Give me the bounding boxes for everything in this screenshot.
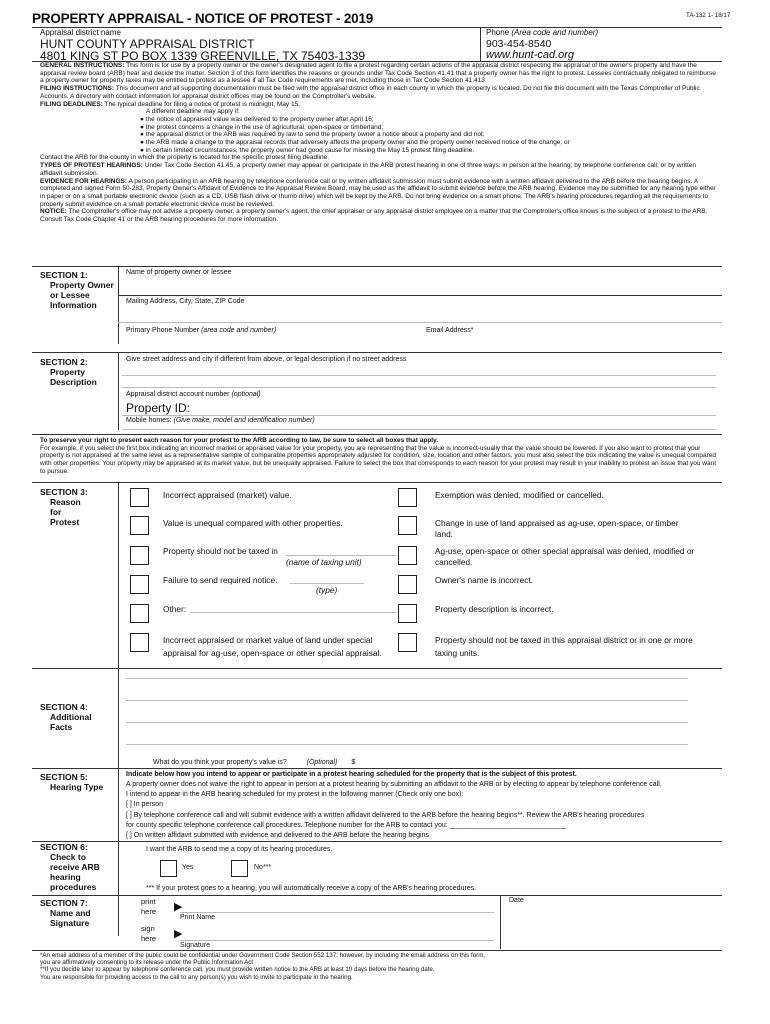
owner-name-label: Name of property owner or lessee <box>126 269 232 276</box>
deadline-bullet-text: the ARB made a change to the appraisal records that adversely affects the property owner and the property owner received notice of the change; or <box>145 139 570 147</box>
preserve-bold: To preserve your right to present each reason for your protest to the ARB according to law, be sure to select all boxes that apply. <box>40 437 439 444</box>
section3-title-line: Reason <box>50 497 81 507</box>
district-website[interactable]: www.hunt-cad.org <box>486 49 575 61</box>
section7-heading: SECTION 7: <box>40 898 88 908</box>
reason-failure-notice-checkbox[interactable] <box>130 575 149 594</box>
property-address-label: Give street address and city if different from above, or legal description if no street address <box>126 356 407 363</box>
mailing-address-label: Mailing Address, City, State, ZIP Code <box>126 298 245 305</box>
deadlines-label: FILING DEADLINES: <box>40 100 103 108</box>
procedures-question: I want the ARB to send me a copy of its hearing procedures. <box>146 846 333 853</box>
district-address: 4801 KING ST PO BOX 1339 GREENVILLE, TX 75403-1339 <box>40 49 366 63</box>
deadline-bullet-text: the appraisal district or the ARB was required by law to send the property owner a notice about a property and did not; <box>145 131 485 139</box>
reason-special-appraisal-checkbox[interactable] <box>130 633 149 652</box>
reason-exemption-denied-checkbox[interactable] <box>398 488 417 507</box>
general-label: GENERAL INSTRUCTIONS: <box>40 62 125 69</box>
hearing-type-instruction: Indicate below how you intend to appear or participate in a protest hearing scheduled for the property that is the subject of this protest. <box>126 771 577 778</box>
notice-text: The Comptroller's office may not advise a property owner, a property owner's agent, the chief appraiser or any appraisal district employee on a matter that the Comptroller's office knows is the subject of a protest to the ARB. Consult Tax Code Chapter 41 or the ARB hearing procedures for more information. <box>40 208 708 224</box>
hearing-telephone-option[interactable]: [ ] By telephone conference call and will submit evidence with a written affidavit delivered to the ARB before the hearing begins**. Review the ARB's hearing procedures <box>126 812 645 819</box>
account-number-label: Appraisal district account number <box>126 391 230 398</box>
arrow-right-icon: ▶ <box>174 901 183 913</box>
footnote: **If you decide later to appear by telephone conference call, you must provide written notice to the ARB at least 10 days before the hearing date. <box>40 966 435 974</box>
preserve-text: For example, if you select the first box indicating an incorrect market or appraised value for your property, you are representing that the value is incorrect-usually that the value should be lowered. If you also want to protest that your property is not appraised at the same level as a representative sample of comparable properties appropriately adjusted for condition, size, location and other factors, you must also select the box indicating the value is unequal compared with other properties. Your property may be appraised at its market value, but be unequally appraised. Failure to select the box that corresponds to each reason for your protest may result in your inability to protest an issue that you want to pursue. <box>40 444 717 475</box>
procedures-no-label: No*** <box>254 864 272 871</box>
phone-label-group <box>486 28 598 38</box>
section5-heading: SECTION 5: <box>40 772 88 782</box>
type-hint: (type) <box>316 585 338 595</box>
signature-label: Signature <box>180 942 210 949</box>
reason-other-checkbox[interactable] <box>130 604 149 623</box>
procedures-note: *** If your protest goes to a hearing, you will automatically receive a copy of the ARB's hearing procedures. <box>146 885 477 892</box>
deadline-bullets <box>40 116 716 155</box>
primary-phone-field[interactable] <box>122 336 412 344</box>
section6-title-line: receive ARB <box>50 862 100 872</box>
arrow-right-icon: ▶ <box>174 928 183 940</box>
section3-title-line: for <box>50 507 62 517</box>
mobile-homes-label: Mobile homes: <box>126 417 172 424</box>
dollar-sign: $ <box>351 759 356 766</box>
reason-label: Property should not be taxed in <box>163 546 278 556</box>
reason-label: Other: <box>163 604 187 614</box>
print-here-label-2: here <box>141 907 157 916</box>
reason-not-taxed-district-checkbox[interactable] <box>398 633 417 652</box>
section1-title-line: Property Owner <box>50 280 114 290</box>
primary-phone-label-group <box>126 327 276 336</box>
section6-title-line: procedures <box>50 882 97 892</box>
hearing-type-line: I intend to appear in the ARB hearing scheduled for my protest in the following manner (Check only one box): <box>126 791 464 798</box>
additional-facts-field[interactable] <box>126 676 688 754</box>
evidence-text: A person participating in an ARB hearing by telephone conference call or by written affidavit submission must submit evidence with a written affidavit delivered to the ARB before the hearing begins. A completed and signed Form 50-283, Property Owner's Affidavit of Evidence to the Appraisal Review Board, may be used as the affidavit to submit evidence before the ARB hearing. Evidence may be submitted for any hearing type either in paper or on a small portable electronic device (such as a CD, USB flash drive or thumb drive) which will be kept by the ARB. Do not bring evidence on a smart phone. The ARB's hearing procedures regarding all the requirements to properly submit evidence on a small portable electronic device must be reviewed. <box>40 177 716 208</box>
print-here-label-1: print <box>141 897 156 906</box>
account-number-hint: (optional) <box>231 391 261 398</box>
mobile-homes-label-group <box>126 417 315 426</box>
section1-title-line: or Lessee <box>50 290 90 300</box>
reason-label: Ag-use, open-space or other special appraisal was denied, modified or cancelled. <box>435 546 695 567</box>
notice-label: NOTICE: <box>40 208 67 216</box>
primary-phone-hint: (area code and number) <box>201 327 277 334</box>
section5-title-line: Hearing Type <box>50 782 104 792</box>
reason-unequal-value-checkbox[interactable] <box>130 516 149 535</box>
hearing-affidavit-option[interactable]: [ ] On written affidavit submitted with evidence and delivered to the ARB before the hearing begins <box>126 832 429 839</box>
reason-label: Property should not be taxed in this appraisal district or in one or more taxing units. <box>435 635 693 658</box>
phone-label: Phone <box>486 28 510 37</box>
property-id-field[interactable] <box>192 401 716 415</box>
deadline-bullet-text: the notice of appraised value was delivered to the property owner after April 16; <box>145 115 374 123</box>
deadline-bullet-text: the protest concerns a change in the use of agricultural, open-space or timberland; <box>145 123 384 131</box>
hearing-type-line: A property owner does not waive the right to appear in person at a protest hearing by submitting an affidavit to the ARB or by electing to appear by telephone conference call. <box>126 781 662 788</box>
mobile-homes-hint: (Give make, model and identification number) <box>173 417 315 424</box>
procedures-yes-checkbox[interactable] <box>160 860 177 877</box>
date-label: Date <box>509 897 524 904</box>
section6-title-line: hearing <box>50 872 81 882</box>
reason-incorrect-value-checkbox[interactable] <box>130 488 149 507</box>
deadline-bullet: ● the ARB made a change to the appraisal records that adversely affects the property owner and the property owner received notice of the change; or <box>140 139 570 147</box>
primary-phone-label: Primary Phone Number <box>126 327 200 334</box>
print-name-label: Print Name <box>180 914 216 921</box>
section4-title-line: Facts <box>50 722 73 732</box>
mailing-address-field[interactable] <box>122 308 716 322</box>
reason-label: Exemption was denied, modified or cancelled. <box>435 490 604 500</box>
deadline-bullet: ● the appraisal district or the ARB was required by law to send the property owner a notice about a property and did not; <box>140 131 485 139</box>
account-number-label-group <box>126 391 261 400</box>
footnote: You are responsible for providing access to the call to any person(s) you wish to invite to participate in the hearing. <box>40 973 353 981</box>
phone-label-hint: (Area code and number) <box>511 28 599 37</box>
property-id-label: Property ID: <box>126 401 191 415</box>
filing-label: FILING INSTRUCTIONS: <box>40 85 115 93</box>
district-name: HUNT COUNTY APPRAISAL DISTRICT <box>40 37 255 51</box>
reason-name-incorrect-checkbox[interactable] <box>398 575 417 594</box>
footnote: *An email address of a member of the public could be confidential under Government Code Section 552.137; however, by including the email address on this form, <box>40 952 486 959</box>
section4-title-line: Additional <box>50 712 92 722</box>
email-label: Email Address* <box>426 327 474 334</box>
preserve-block <box>40 437 718 476</box>
form-id: TA-132 1- 18/17 <box>686 12 731 19</box>
reason-label: Owner's name is incorrect. <box>435 575 533 585</box>
opinion-value-field[interactable] <box>364 758 484 767</box>
hearing-in-person-option[interactable]: [ ] In person <box>126 801 163 808</box>
section7-title-line: Name and <box>50 908 91 918</box>
value-optional: (Optional) <box>306 759 338 766</box>
deadline-bullet-text: in certain limited circumstances, the property owner had good cause for missing the May 15 protest filing deadline. <box>145 146 475 154</box>
reason-change-in-use-checkbox[interactable] <box>398 516 417 535</box>
reason-special-appraisal-denied-checkbox[interactable] <box>398 546 417 565</box>
procedures-yes-label: Yes <box>182 864 194 871</box>
types-label: TYPES OF PROTEST HEARINGS: <box>40 162 143 170</box>
taxing-unit-hint: (name of taxing unit) <box>286 557 362 567</box>
filing-text: This document and all supporting documentation must be filed with the appraisal district office in each county in which the property is located. Do not file this document with the Texas Comptroller of Public Accounts. A directory with contact information for appraisal district offices may be found on the Comptroller's website. <box>40 85 700 100</box>
deadline-bullet: ● in certain limited circumstances, the property owner had good cause for missing the May 15 protest filing deadline. <box>140 146 475 154</box>
types-text: Under Tax Code Section 41.45, a property owner may appear or participate in the ARB protest hearing in one of three ways: in person at the hearing; by telephone conference call; or by written affidavit submission. <box>40 162 697 177</box>
section4-heading: SECTION 4: <box>40 702 88 712</box>
deadline-bullet: ● the notice of appraised value was delivered to the property owner after April 16; <box>140 115 374 123</box>
value-question: What do you think your property's value is? <box>153 759 287 766</box>
reason-not-taxed-checkbox[interactable] <box>130 546 149 565</box>
section6-title-line: Check to <box>50 852 86 862</box>
section3-title-line: Protest <box>50 517 80 527</box>
reason-label: Failure to send required notice. <box>163 575 278 585</box>
deadlines-sub: A different deadline may apply if: <box>146 108 240 116</box>
section2-title-line: Description <box>50 377 97 387</box>
deadlines-text: The typical deadline for filing a notice of protest is midnight, May 15. <box>104 100 301 108</box>
evidence-label: EVIDENCE FOR HEARINGS: <box>40 177 128 185</box>
email-field[interactable] <box>420 336 716 344</box>
reason-description-incorrect-checkbox[interactable] <box>398 604 417 623</box>
section1-heading: SECTION 1: <box>40 270 88 280</box>
deadline-bullet: ● the protest concerns a change in the use of agricultural, open-space or timberland; <box>140 123 384 131</box>
instructions-block <box>40 62 716 224</box>
section3-heading: SECTION 3: <box>40 487 88 497</box>
reason-label: Value is unequal compared with other properties. <box>163 518 343 528</box>
owner-name-field[interactable] <box>122 280 716 294</box>
reason-label: Change in use of land appraised as ag-use, open-space, or timber land. <box>435 518 679 539</box>
value-question-group <box>153 759 355 768</box>
footnote: you are affirmatively consenting to its release under the Public Information Act <box>40 959 254 967</box>
sign-here-label-2: here <box>141 934 157 943</box>
section7-title-line: Signature <box>50 918 90 928</box>
section2-title-line: Property <box>50 367 85 377</box>
reason-label: Incorrect appraised or market value of land under special appraisal for ag-use, open-space or other special appraisal. <box>163 635 382 658</box>
section1-title-line: Information <box>50 300 97 310</box>
print-name-field[interactable] <box>190 897 490 911</box>
reason-label: Property description is incorrect. <box>435 604 554 614</box>
section6-heading: SECTION 6: <box>40 842 88 852</box>
footnotes <box>40 952 720 981</box>
date-field[interactable] <box>509 908 715 928</box>
contact-text: Contact the ARB for the county in which the property is located for the specific protest filing deadline. <box>40 154 330 162</box>
general-text: This form is for use by a property owner or the owner's designated agent to file a protest regarding certain actions of the appraisal district respecting the appraisal of the owner's property and have the appraisal review board (ARB) hear and decide the matter. Section 3 of this form identifies the reasons or grounds under Tax Code Section 41.41 that a property owner has the right to protest. Lessees contractually obligated to reimburse a property owner for property taxes may be entitled to protest as a lessee if all Tax Code requirements are met, including those in Tax Code Section 41.413. <box>40 62 716 85</box>
section2-heading: SECTION 2: <box>40 357 88 367</box>
form-title: PROPERTY APPRAISAL - NOTICE OF PROTEST - 2019 <box>32 11 374 26</box>
reason-label: Incorrect appraised (market) value. <box>163 490 292 500</box>
procedures-no-checkbox[interactable] <box>231 860 248 877</box>
hearing-telephone-option-cont: for county specific telephone conference call procedures. Telephone number for the ARB to contact you: ______________________________ <box>126 822 567 829</box>
district-label: Appraisal district name <box>40 28 121 37</box>
signature-field[interactable] <box>190 924 490 940</box>
sign-here-label-1: sign <box>141 924 155 933</box>
district-phone: 903-454-8540 <box>486 38 552 50</box>
